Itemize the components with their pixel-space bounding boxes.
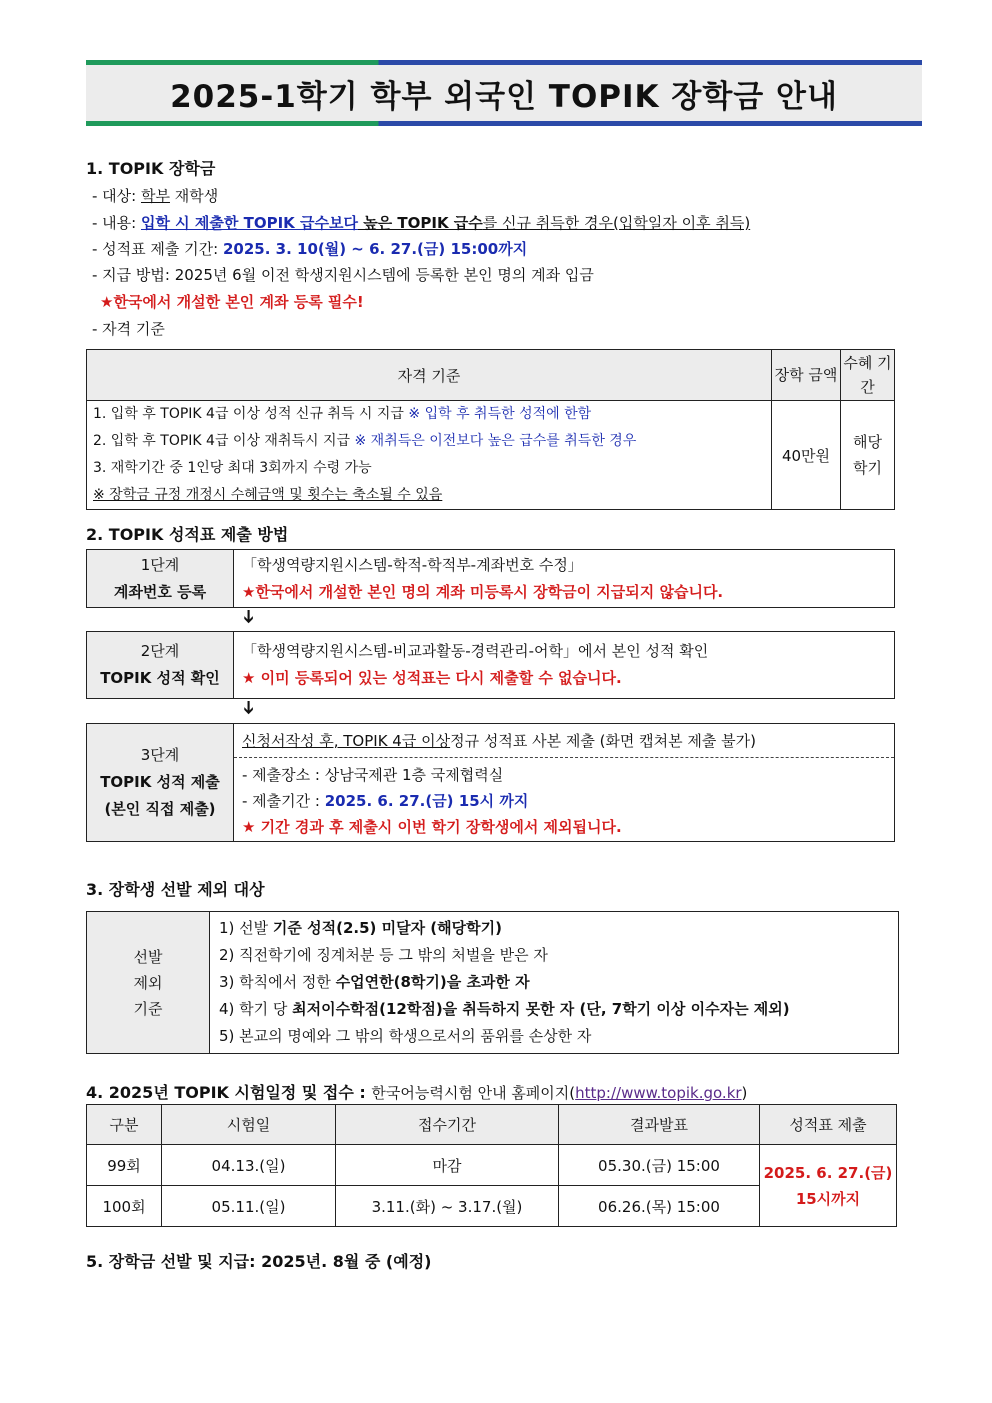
amount-header: 장학 금액 [772,350,841,401]
topik-link[interactable]: http://www.topik.go.kr [575,1084,742,1102]
table-cell: 3.11.(화) ~ 3.17.(월) [336,1186,559,1227]
submit-deadline-cell: 2025. 6. 27.(금) 15시까지 [760,1145,897,1227]
page-title: 2025-1학기 학부 외국인 TOPIK 장학금 안내 [170,78,838,115]
section5-heading: 5. 장학금 선발 및 지급: 2025년. 8월 중 (예정) [86,1252,432,1271]
title-bottom-bar [86,121,922,126]
criteria-row4: ※ 장학금 규정 개정시 수혜금액 및 횟수는 축소될 수 있음 [93,487,443,503]
table-cell: 04.13.(일) [162,1145,336,1186]
period-cell: 해당 학기 [841,401,895,510]
section4-heading: 4. 2025년 TOPIK 시험일정 및 접수 : 한국어능력시험 안내 홈페이지(http://www.topik.go.kr) [86,1083,748,1102]
step2-line2: ★ 이미 등록되어 있는 성적표는 다시 제출할 수 없습니다. [242,669,622,687]
step2-number: 2단계 [140,642,180,660]
step1-box [86,549,895,608]
step2-line1: 「학생역량지원시스템-비교과활동-경력관리-어학」에서 본인 성적 확인 [242,642,709,660]
criteria-row1: 1. 입학 후 TOPIK 4급 이상 성적 신규 취득 시 지급 ※ 입학 후 취득한 성적에 한함 [93,406,592,422]
section3-heading: 3. 장학생 선발 제외 대상 [86,880,265,899]
table-cell: 100회 [87,1186,162,1227]
amount-cell: 40만원 [772,401,841,510]
step2-box [86,631,895,699]
step3-place: - 제출장소 : 상남국제관 1층 국제협력실 [242,766,504,784]
table-cell: 05.30.(금) 15:00 [559,1145,760,1186]
step3-warning: ★ 기간 경과 후 제출시 이번 학기 장학생에서 제외됩니다. [242,818,622,836]
step3-box [86,723,895,842]
step3-name2: (본인 직접 제출) [104,800,216,818]
title-banner [86,60,922,126]
criteria-row2: 2. 입학 후 TOPIK 4급 이상 재취득시 지급 ※ 재취득은 이전보다 높은 급수를 취득한 경우 [93,433,637,449]
exclusion-item: 1) 선발 기준 성적(2.5) 미달자 (해당학기) [219,919,502,937]
step1-name: 계좌번호 등록 [113,582,207,601]
target-line: - 대상: 학부 재학생 [92,187,219,205]
exclusion-label: 선발 제외 기준 [87,912,210,1053]
exclusion-item: 5) 본교의 명예와 그 밖의 학생으로서의 품위를 손상한 자 [219,1027,592,1045]
table-cell: 마감 [336,1145,559,1186]
schedule-header: 구분 [87,1105,162,1145]
criteria-cell [87,401,772,510]
schedule-header: 결과발표 [559,1105,760,1145]
pay-line: - 지급 방법: 2025년 6월 이전 학생지원시스템에 등록한 본인 명의 계좌 입금 [92,266,594,284]
content-line: - 내용: 입학 시 제출한 TOPIK 급수보다 높은 TOPIK 급수를 신규 취득한 경우(입학일자 이후 취득) [92,214,751,232]
table-row [87,1145,897,1186]
section2-heading: 2. TOPIK 성적표 제출 방법 [86,525,289,544]
step2-name: TOPIK 성적 확인 [100,669,220,687]
arrow-down-icon: ➔ [238,699,260,716]
criteria-header: 자격 기준 [87,350,772,401]
step1-number: 1단계 [140,555,180,574]
step1-line2: ★한국에서 개설한 본인 명의 계좌 미등록시 장학금이 지급되지 않습니다. [242,582,724,601]
step3-deadline: - 제출기간 : 2025. 6. 27.(금) 15시 까지 [242,792,529,810]
criteria-row3: 3. 재학기간 중 1인당 최대 3회까지 수령 가능 [93,460,372,476]
period-line: - 성적표 제출 기간: 2025. 3. 10(월) ~ 6. 27.(금) 15:00까지 [92,240,528,258]
step3-name: TOPIK 성적 제출 [100,773,220,791]
schedule-header: 성적표 제출 [760,1105,897,1145]
arrow-down-icon: ➔ [238,608,260,625]
step3-number: 3단계 [140,746,180,764]
pay-note: ★한국에서 개설한 본인 계좌 등록 필수! [100,293,364,311]
criteria-label: - 자격 기준 [92,320,165,338]
table-cell: 06.26.(목) 15:00 [559,1186,760,1227]
exclusion-box [86,911,899,1054]
schedule-table [86,1104,897,1227]
table-cell: 05.11.(일) [162,1186,336,1227]
period-header: 수혜 기간 [841,350,895,401]
exclusion-item: 2) 직전학기에 징계처분 등 그 밖의 처벌을 받은 자 [219,946,548,964]
schedule-header: 접수기간 [336,1105,559,1145]
section1-heading: 1. TOPIK 장학금 [86,159,216,178]
exclusion-item: 4) 학기 당 최저이수학점(12학점)을 취득하지 못한 자 (단, 7학기 이상 이수자는 제외) [219,1000,790,1018]
exclusion-item: 3) 학칙에서 정한 수업연한(8학기)을 초과한 자 [219,973,530,991]
table-cell: 99회 [87,1145,162,1186]
criteria-table [86,349,895,510]
step1-line1: 「학생역량지원시스템-학적-학적부-계좌번호 수정」 [242,555,583,574]
schedule-header: 시험일 [162,1105,336,1145]
step3-line1: 신청서 작성 후, TOPIK 4급 이상 정규 성적표 사본 제출 (화면 캡쳐본 제출 불가) [234,724,894,758]
